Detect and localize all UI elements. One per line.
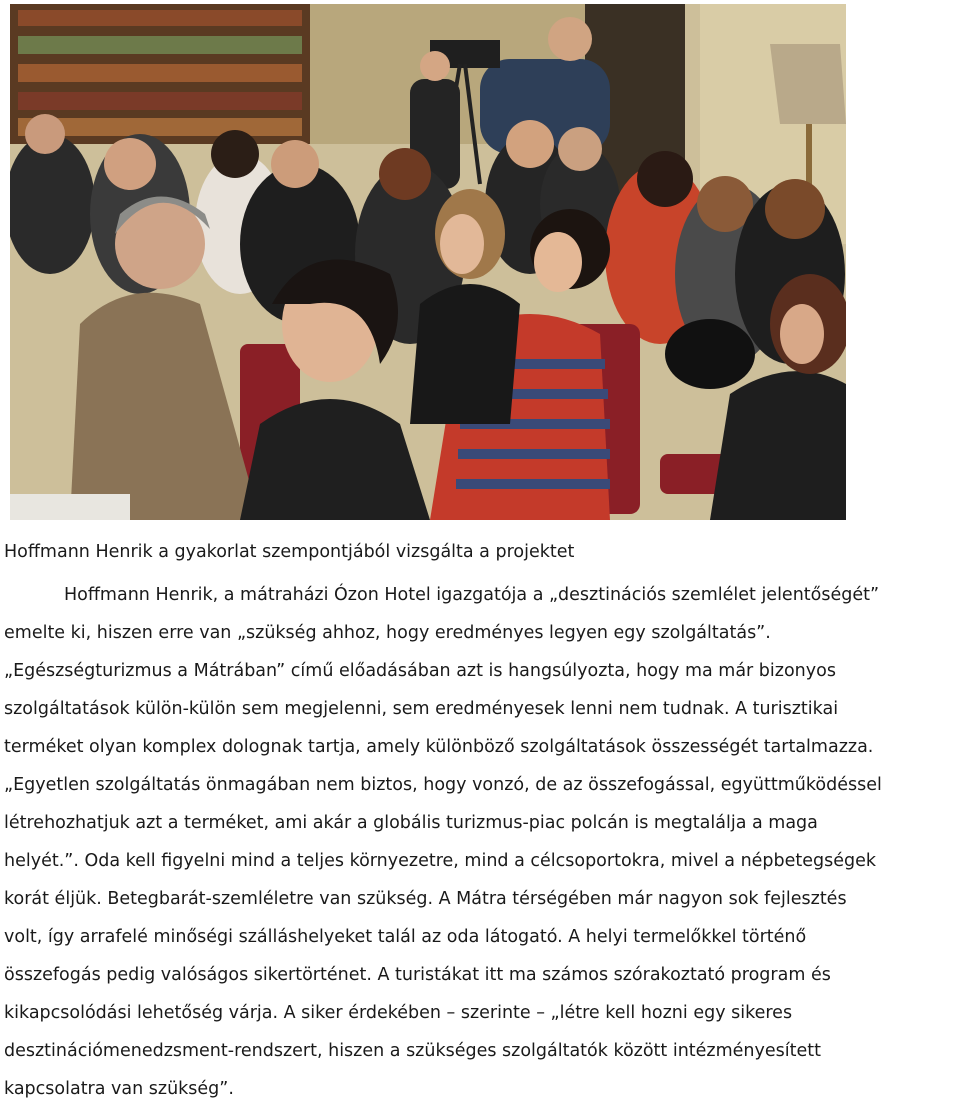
paragraph-line: volt, így arrafelé minőségi szálláshelyeket talál az oda látogató. A helyi termelőkkel történő [4,927,807,947]
conference-audience-photo [10,4,846,520]
lamp-shade [770,44,846,124]
paragraph-line: „Egyetlen szolgáltatás önmagában nem biztos, hogy vonzó, de az összefogással, együttműködéssel [4,775,882,795]
paragraph-line: összefogás pedig valóságos sikertörténet. A turistákat itt ma számos szórakoztató program és [4,965,831,985]
paragraph-line: Hoffmann Henrik, a mátraházi Ózon Hotel igazgatója a „desztinációs szemlélet jelentőségét” [64,585,880,605]
article-paragraph [4,576,956,1108]
paragraph-line: létrehozhatjuk azt a terméket, ami akár a globális turizmus-piac polcán is megtalálja a maga [4,813,818,833]
paragraph-line: emelte ki, hiszen erre van „szükség ahhoz, hogy eredményes legyen egy szolgáltatás”. [4,623,771,643]
photo-caption: Hoffmann Henrik a gyakorlat szempontjából vizsgálta a projektet [4,542,575,562]
paragraph-line: kapcsolatra van szükség”. [4,1079,234,1099]
paragraph-line: „Egészségturizmus a Mátrában” című előadásában azt is hangsúlyozta, hogy ma már bizonyos [4,661,836,681]
photo-illustration [10,4,846,520]
paragraph-line: terméket olyan komplex dolognak tartja, amely különböző szolgáltatások összességét tartalmazza. [4,737,874,757]
paragraph-line: szolgáltatások külön-külön sem megjelenni, sem eredményesek lenni nem tudnak. A turisztikai [4,699,839,719]
paragraph-line: korát éljük. Betegbarát-szemléletre van szükség. A Mátra térségében már nagyon sok fejlesztés [4,889,847,909]
paragraph-line: kikapcsolódási lehetőség várja. A siker érdekében – szerinte – „létre kell hozni egy sikeres [4,1003,793,1023]
paragraph-line: desztinációmenedzsment-rendszert, hiszen a szükséges szolgáltatók között intézményesített [4,1041,821,1061]
paragraph-line: helyét.”. Oda kell figyelni mind a teljes környezetre, mind a célcsoportokra, mivel a népbetegségek [4,851,877,871]
